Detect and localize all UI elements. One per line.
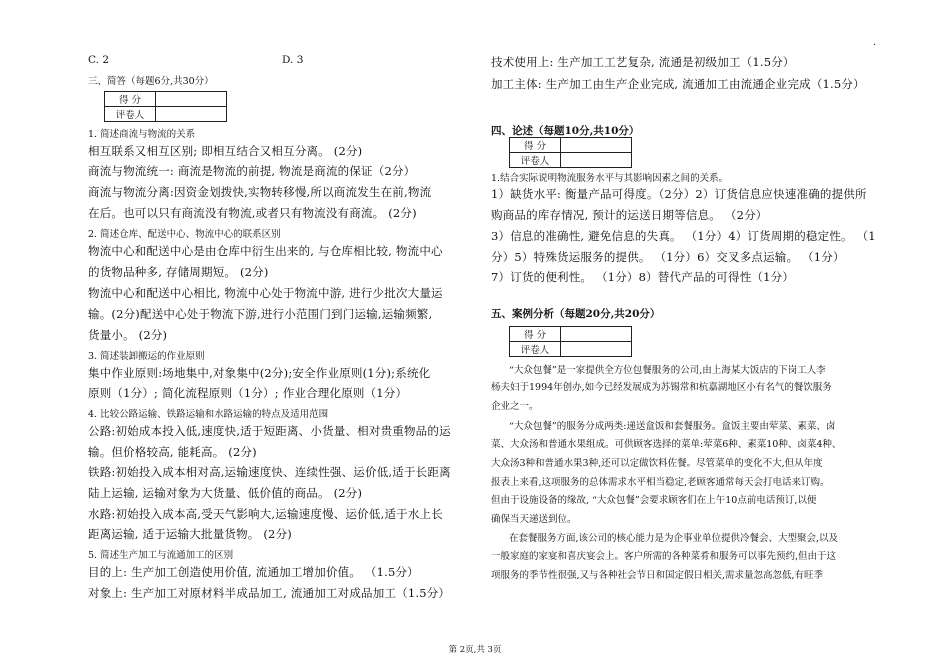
essay-line: 1）缺货水平: 衡量产品可得度。（2分）2）订货信息应快速准确的提供所: [491, 187, 867, 201]
score-label: 得 分: [105, 92, 156, 107]
case-line: 项服务的季节性很强,又与各种社会节日和国定假日相关,需求量忽高忽低,有旺季: [491, 570, 824, 581]
grader-label: 评卷人: [510, 153, 561, 168]
score-label: 得 分: [510, 138, 561, 153]
essay-line: 分）5）特殊货运服务的提供。 （1分）6）交叉多点运输。 （1分）: [491, 250, 845, 264]
case-line: 一般家庭的家宴和喜庆宴会上。客户所需的各种菜肴和服务可以事先预约,但由于这: [491, 551, 837, 562]
section4-title: 四、论述（每题10分,共10分）: [491, 125, 640, 137]
score-cell: [561, 138, 632, 153]
q4-line: 陆上运输, 运输对象为大货量、低价值的商品。 (2分): [88, 486, 363, 500]
page-footer: 第 2页,共 3页: [448, 645, 502, 655]
q5-line: 对象上: 生产加工对原材料半成品加工, 流通加工对成品加工（1.5分）: [88, 586, 451, 600]
q1-line: 相互联系又相互区别; 即相互结合又相互分离。 (2分): [88, 144, 363, 158]
grader-label: 评卷人: [510, 342, 561, 357]
score-box-section4: [509, 137, 632, 168]
q4-title: 4. 比较公路运输、铁路运输和水路运输的特点及适用范围: [88, 409, 329, 420]
case-line: 企业之一。: [491, 401, 539, 412]
score-box-section5: [509, 326, 632, 357]
score-label: 得 分: [510, 327, 561, 342]
q2-line: 的货物品种多, 存储周期短。 (2分): [88, 265, 269, 279]
q1-line: 商流与物流统一: 商流是物流的前提, 物流是商流的保证（2分）: [88, 164, 416, 178]
score-cell: [561, 327, 632, 342]
q1-line: 商流与物流分离:因资金划拨快,实物转移慢,所以商流发生在前,物流: [88, 185, 432, 199]
case-line: 但由于设施设备的缘故, “大众包餐”会要求顾客们在上午10点前电话预订,以便: [491, 495, 817, 506]
q5-title: 5. 简述生产加工与流通加工的区别: [88, 550, 234, 561]
q2-line: 物流中心和配送中心是由仓库中衍生出来的, 与仓库相比较, 物流中心: [88, 244, 443, 258]
q2-line: 货量小。 (2分): [88, 328, 168, 342]
q1-title: 1. 简述商流与物流的关系: [88, 129, 196, 140]
grader-cell: [561, 153, 632, 168]
q2-line: 输。(2分)配送中心处于物流下游,进行小范围门到门运输,运输频繁,: [88, 307, 433, 321]
q4-line: 公路:初始成本投入低,速度快,适于短距离、小货量、相对贵重物品的运: [88, 424, 451, 438]
grader-label: 评卷人: [105, 107, 156, 122]
q5-continued-line: 技术使用上: 生产加工工艺复杂, 流通是初级加工（1.5分）: [491, 55, 795, 69]
q3-title: 3. 简述装卸搬运的作业原则: [88, 351, 205, 362]
score-box-section3: [104, 91, 227, 122]
case-line: 确保当天递送到位。: [491, 514, 577, 525]
q1-line: 在后。也可以只有商流没有物流,或者只有物流没有商流。 (2分): [88, 206, 417, 220]
section5-title: 五、案例分析（每题20分,共20分）: [491, 308, 661, 320]
section3-title: 三、简答（每题6分,共30分）: [88, 76, 214, 87]
essay-line: 7）订货的便利性。 （1分）8）替代产品的可得性（1分）: [491, 270, 795, 284]
essay-line: 3）信息的准确性, 避免信息的失真。 （1分）4）订货周期的稳定性。 （1: [491, 229, 876, 243]
grader-cell: [156, 107, 227, 122]
case-line: 菜、大众汤和普通水果组成。可供顾客选择的菜单:荤菜6种、素菜10种、卤菜4种、: [491, 439, 842, 450]
case-line: “大众包餐”是一家提供全方位包餐服务的公司,由上海某大饭店的下岗工人李: [509, 365, 826, 376]
q3-line: 集中作业原则:场地集中,对象集中(2分);安全作业原则(1分);系统化: [88, 366, 431, 380]
case-line: 杨夫妇于1994年创办,如今已经发展成为苏锡常和杭嘉湖地区小有名气的餐饮服务: [491, 382, 832, 393]
case-line: 大众汤3种和普通水果3种,还可以定做饮料佐餐。尽管菜单的变化不大,但从年度: [491, 458, 823, 469]
grader-cell: [561, 342, 632, 357]
score-cell: [156, 92, 227, 107]
q4-line: 铁路:初始投入成本相对高,运输速度快、连续性强、运价低,适于长距离: [88, 465, 451, 479]
q4-line: 输。但价格较高, 能耗高。 (2分): [88, 445, 257, 459]
q3-line: 原则（1分）; 简化流程原则（1分）; 作业合理化原则（1分）: [88, 386, 408, 400]
essay-line: 购商品的库存情况, 预计的运送日期等信息。 （2分）: [491, 208, 768, 222]
case-line: 报表上来看,这项服务的总体需求水平相当稳定,老顾客通常每天会打电话来订购。: [491, 477, 830, 488]
option-c: C. 2: [88, 54, 110, 66]
essay-title: 1.结合实际说明物流服务水平与其影响因素之间的关系。: [491, 173, 729, 184]
case-line: 在套餐服务方面,该公司的核心能力是为企事业单位提供冷餐会、大型聚会,以及: [509, 533, 839, 544]
q5-continued-line: 加工主体: 生产加工由生产企业完成, 流通加工由流通企业完成（1.5分）: [491, 77, 865, 91]
corner-mark: .: [873, 38, 876, 48]
option-d: D. 3: [282, 54, 304, 66]
q5-line: 目的上: 生产加工创造使用价值, 流通加工增加价值。 （1.5分）: [88, 565, 419, 579]
q4-line: 水路:初始投入成本高,受天气影响大,运输速度慢、运价低,适于水上长: [88, 507, 443, 521]
q2-title: 2. 简述仓库、配送中心、物流中心的联系区别: [88, 229, 281, 240]
case-line: “大众包餐”的服务分成两类:递送盒饭和套餐服务。盒饭主要由荤菜、素菜、卤: [509, 421, 836, 432]
q4-line: 距离运输, 适于运输大批量货物。 (2分): [88, 527, 292, 541]
q2-line: 物流中心和配送中心相比, 物流中心处于物流中游, 进行少批次大量运: [88, 286, 443, 300]
